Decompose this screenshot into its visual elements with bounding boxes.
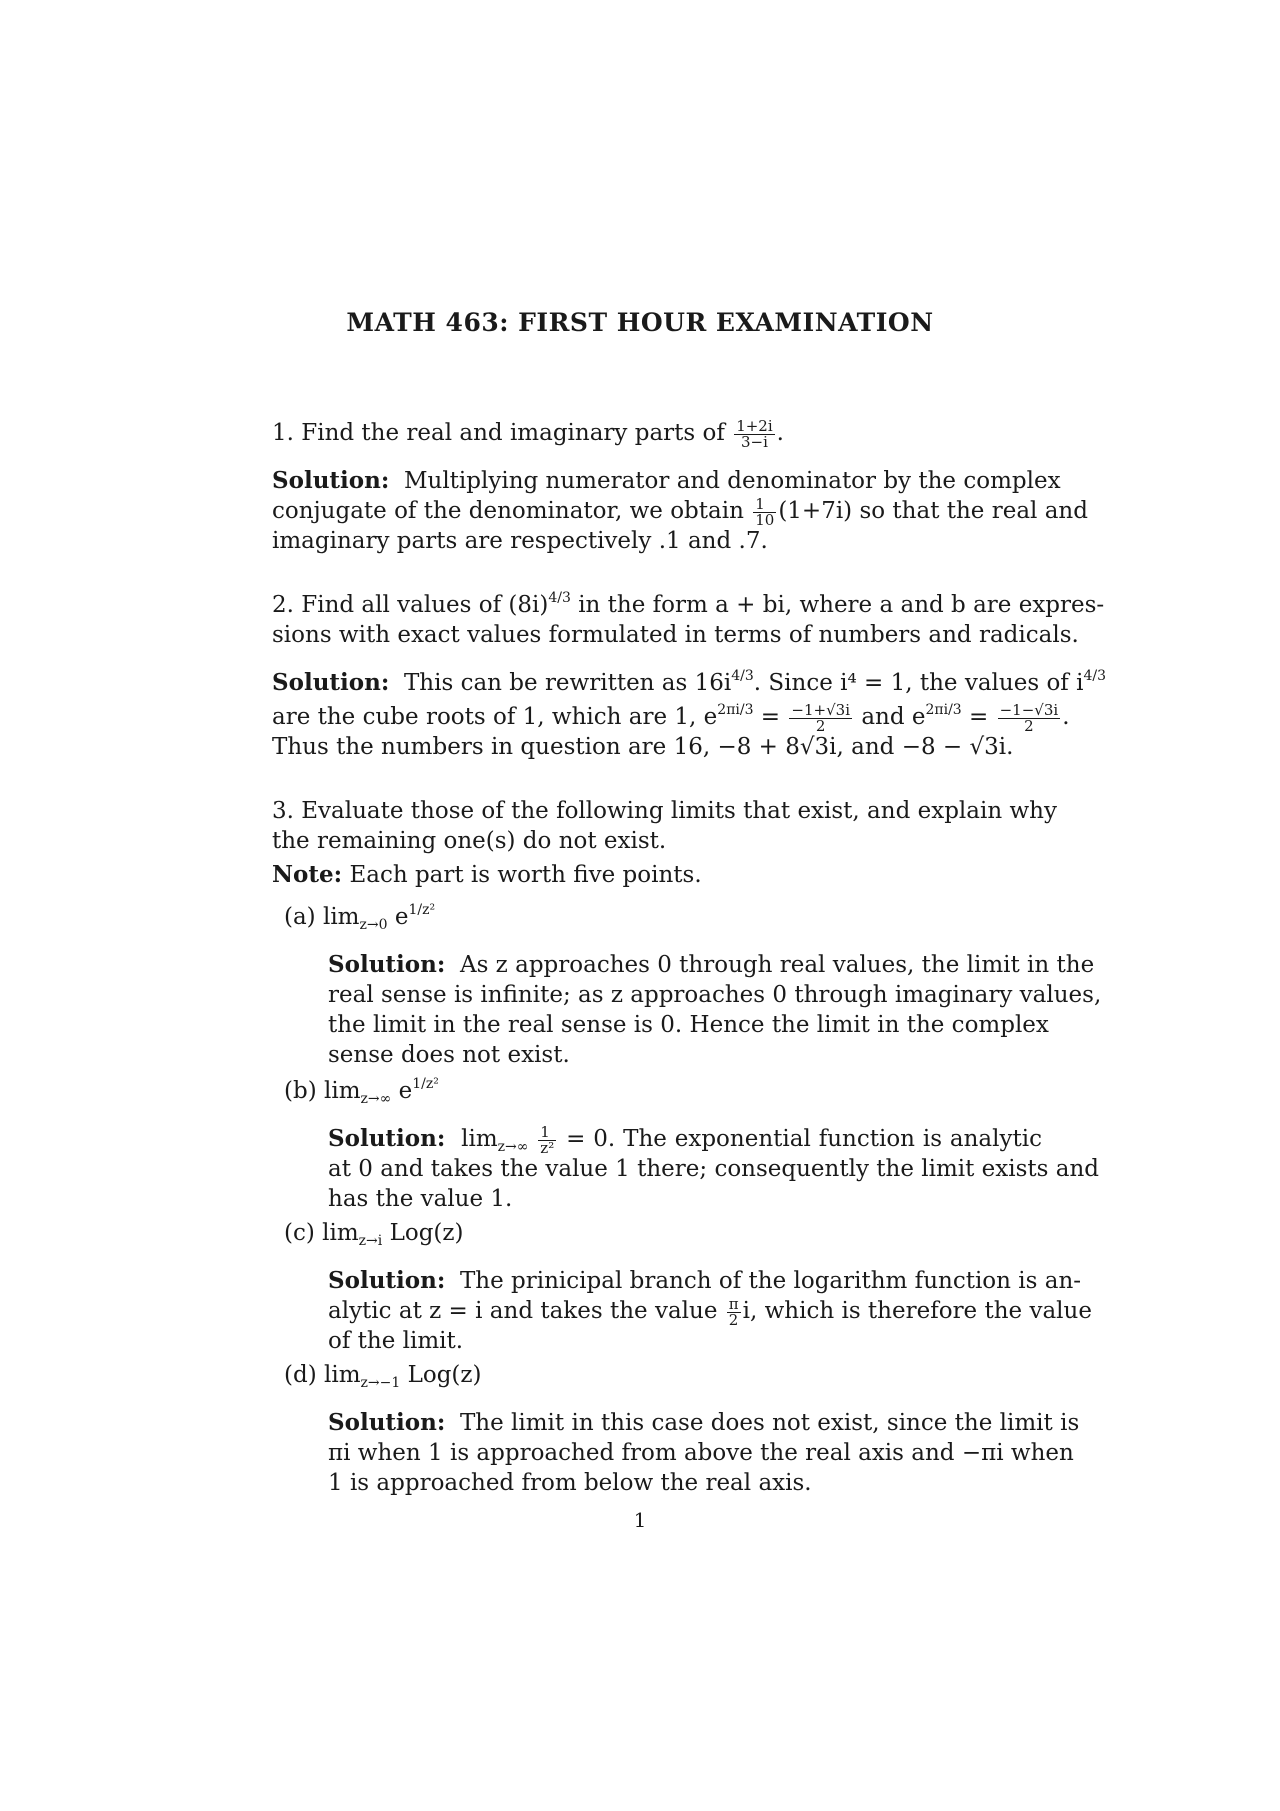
q3-note: Note: Each part is worth five points. <box>272 861 702 888</box>
q1-solution-line2: conjugate of the denominator, we obtain $\frac{1}{10}$ (1+7i) so that the real and <box>272 494 1088 529</box>
page-title: MATH 463: FIRST HOUR EXAMINATION <box>346 308 934 337</box>
part-d-limit: (d) $\lim_{z\to-1} Log(z)$ <box>284 1362 482 1391</box>
part-b-solution-line3: has the value 1. <box>328 1186 513 1212</box>
q1-prompt: 1. Find the real and imaginary parts of $\frac{1+2i}{3-i}$ . <box>272 416 784 451</box>
page-number: 1 <box>633 1508 647 1532</box>
part-d-solution-line2: πi when 1 is approached from above the real axis and −πi when <box>328 1440 1074 1466</box>
part-c-limit: (c) $\lim_{z\to i} Log(z)$ <box>284 1220 464 1249</box>
part-a-solution-line2: real sense is infinite; as z approaches 0 through imaginary values, <box>328 982 1102 1008</box>
one-over-z-squared-fraction: $\frac{1}{\text{z²}}$ <box>540 1122 555 1157</box>
part-a-solution-line4: sense does not exist. <box>328 1042 570 1068</box>
part-b-solution-line1: Solution: $\lim_{z\to\infty}$ $\frac{1}{\text{z²}}$ = 0. The exponential function is analytic <box>328 1122 1042 1157</box>
part-d-solution-line1: Solution: The limit in this case does not exist, since the limit is <box>328 1409 1080 1436</box>
q2-solution-line1: Solution: This can be rewritten as $16i^{4/3}$. Since i⁴ = 1, the values of $i^{4/3}$ <box>272 668 1107 696</box>
q1-fraction: $\frac{1+2i}{3-i}$ <box>736 416 773 451</box>
part-c-solution-line3: of the limit. <box>328 1328 464 1354</box>
q2-prompt-line2: sions with exact values formulated in terms of numbers and radicals. <box>272 622 1079 648</box>
part-d-solution-line3: 1 is approached from below the real axis. <box>328 1470 812 1496</box>
q2-solution-line2: are the cube roots of 1, which are 1, $e^{2\pi i/3}$ = $\frac{-1+√3i}{2}$ and $e^{2\pi i/3}$ = $\frac{-1-√3i}{2}$ . <box>272 700 1070 735</box>
part-a-solution-line1: Solution: As z approaches 0 through real values, the limit in the <box>328 951 1095 978</box>
pi-over-two-fraction: $\frac{\pi}{2}$ <box>728 1294 739 1329</box>
part-c-solution-line1: Solution: The prinicipal branch of the logarithm function is an- <box>328 1267 1082 1294</box>
cube-root-fraction-2: $\frac{-1-√3i}{2}$ <box>999 700 1059 735</box>
part-a-limit: (a) $\lim_{z\to 0} e^{1/z^2}$ <box>284 902 436 933</box>
q2-prompt-line1: 2. Find all values of $(8i)^{4/3}$ in the form a + bi, where a and b are expres- <box>272 590 1105 618</box>
one-tenth-fraction: $\frac{1}{10}$ <box>755 494 775 529</box>
q1-solution-line3: imaginary parts are respectively .1 and .7. <box>272 528 768 554</box>
part-b-limit: (b) $\lim_{z\to\infty} e^{1/z^2}$ <box>284 1076 439 1107</box>
q3-prompt-line2: the remaining one(s) do not exist. <box>272 828 667 854</box>
part-c-solution-line2: alytic at z = i and takes the value $\frac{\pi}{2}$ i, which is therefore the value <box>328 1294 1092 1329</box>
q1-solution-line1: Solution: Multiplying numerator and denominator by the complex <box>272 467 1061 494</box>
q3-prompt-line1: 3. Evaluate those of the following limits that exist, and explain why <box>272 798 1057 824</box>
q2-solution-line3: Thus the numbers in question are 16, −8 + 8√3i, and −8 − √3i. <box>272 734 1014 760</box>
part-b-solution-line2: at 0 and takes the value 1 there; consequently the limit exists and <box>328 1156 1100 1182</box>
cube-root-fraction-1: $\frac{-1+√3i}{2}$ <box>791 700 850 735</box>
part-a-solution-line3: the limit in the real sense is 0. Hence the limit in the complex <box>328 1012 1049 1038</box>
